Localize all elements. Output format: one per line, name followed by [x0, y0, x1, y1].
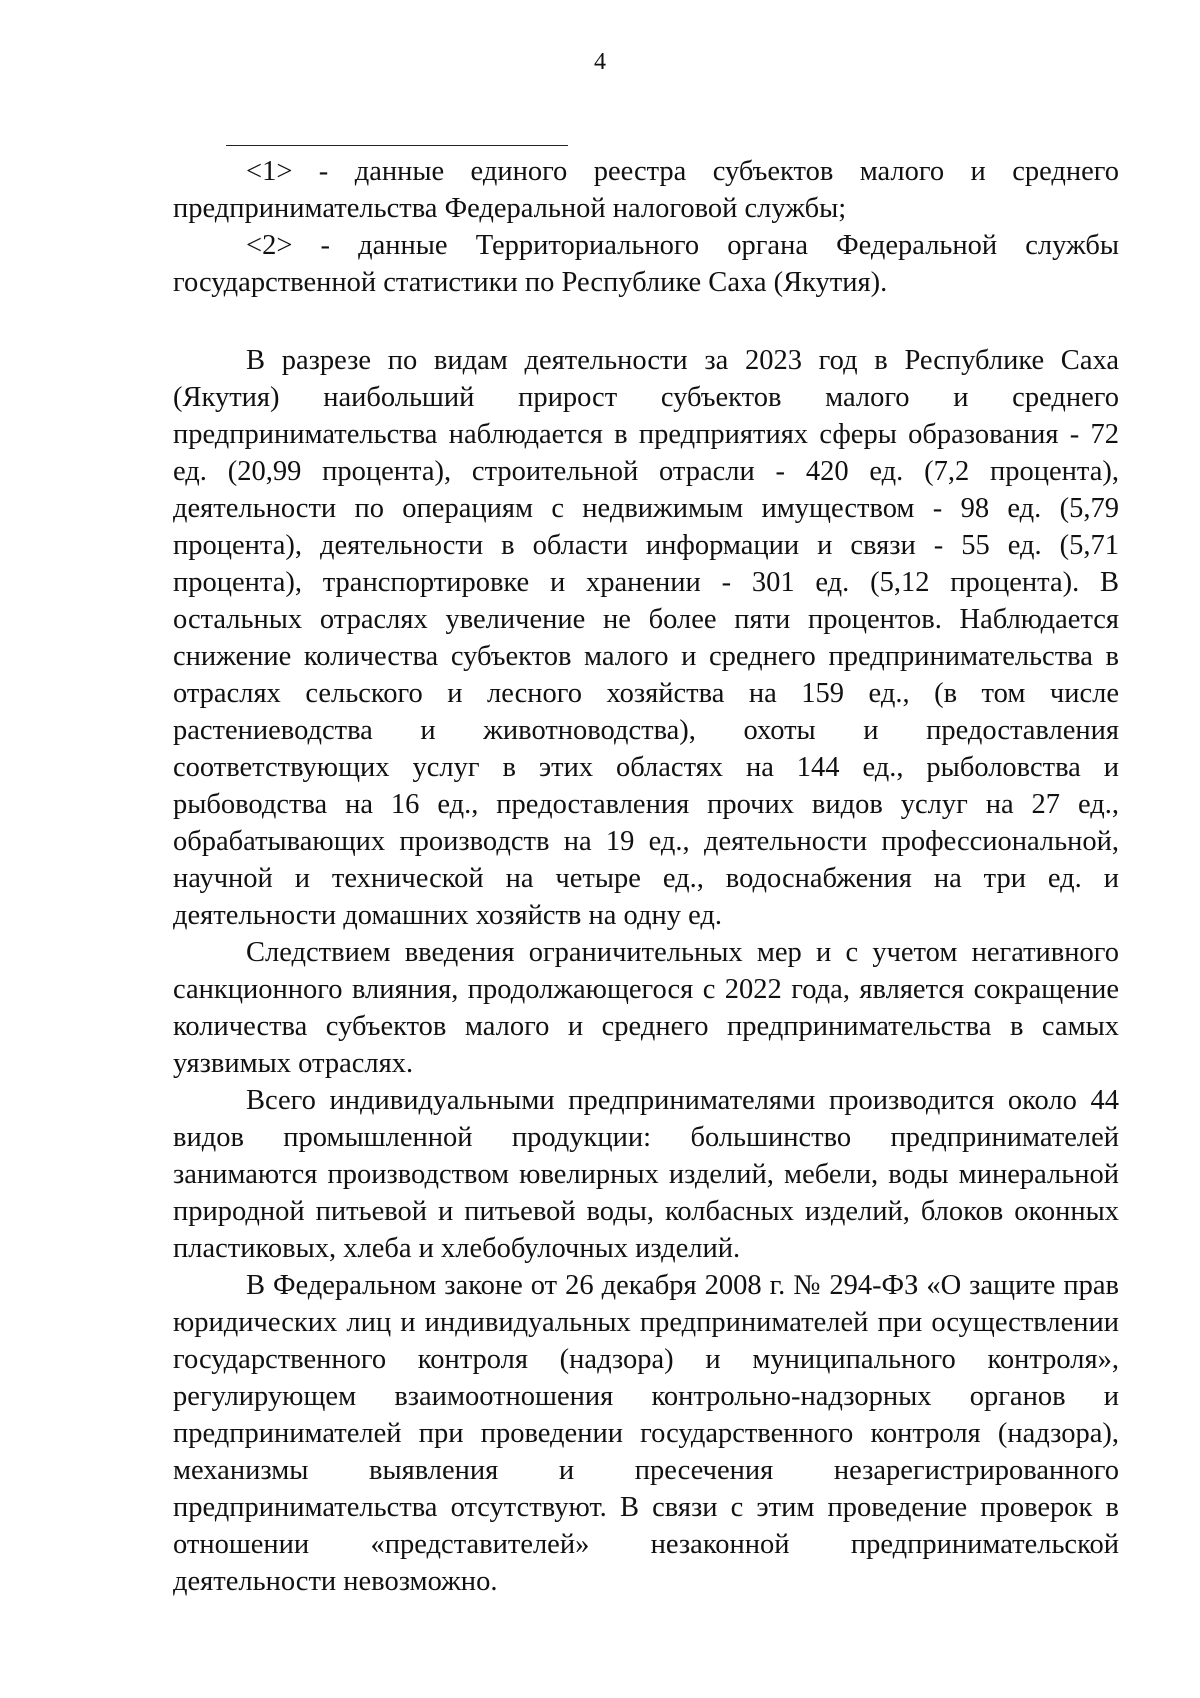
paragraph-industrial-products: Всего индивидуальными предпринимателями производится около 44 видов промышленной продукции: большинство предпринимателей занимаются производством ювелирных изделий, мебели, воды минеральной природной питьевой и питьевой воды, колбасных изделий, блоков оконных пластиковых, хлеба и хлебобулочных изделий.	[173, 1085, 1119, 1264]
footnotes	[173, 153, 1119, 301]
footnote-2: <2> - данные Территориального органа Федеральной службы государственной статистики по Республике Саха (Якутия).	[173, 230, 1119, 298]
paragraph-activity-growth: В разрезе по видам деятельности за 2023 год в Республике Саха (Якутия) наибольший прирост субъектов малого и среднего предпринимательства наблюдается в предприятиях сферы образования - 72 ед. (20,99 процента), строительной отрасли - 420 ед. (7,2 процента), деятельности по операциям с недвижимым имуществом - 98 ед. (5,79 процента), деятельности в области информации и связи - 55 ед. (5,71 процента), транспортировке и хранении - 301 ед. (5,12 процента). В остальных отраслях увеличение не более пяти процентов. Наблюдается снижение количества субъектов малого и среднего предпринимательства в отраслях сельского и лесного хозяйства на 159 ед., (в том числе растениеводства и животноводства), охоты и предоставления соответствующих услуг в этих областях на 144 ед., рыболовства и рыбоводства на 16 ед., предоставления прочих видов услуг на 27 ед., обрабатывающих производств на 19 ед., деятельности профессиональной, научной и технической на четыре ед., водоснабжения на три ед. и деятельности домашних хозяйств на одну ед.	[173, 345, 1119, 931]
body-text	[173, 342, 1119, 1600]
page-number: 4	[594, 49, 606, 75]
paragraph-federal-law: В Федеральном законе от 26 декабря 2008 г. № 294-ФЗ «О защите прав юридических лиц и индивидуальных предпринимателей при осуществлении государственного контроля (надзора) и муниципального контроля», регулирующем взаимоотношения контрольно-надзорных органов и предпринимателей при проведении государственного контроля (надзора), механизмы выявления и пресечения незарегистрированного предпринимательства отсутствуют. В связи с этим проведение проверок в отношении «представителей» незаконной предпринимательской деятельности невозможно.	[173, 1270, 1119, 1597]
footnote-1: <1> - данные единого реестра субъектов малого и среднего предпринимательства Федеральной налоговой службы;	[173, 156, 1119, 224]
footnote-separator	[226, 145, 568, 146]
paragraph-sanctions: Следствием введения ограничительных мер и с учетом негативного санкционного влияния, продолжающегося с 2022 года, является сокращение количества субъектов малого и среднего предпринимательства в самых уязвимых отраслях.	[173, 937, 1119, 1079]
